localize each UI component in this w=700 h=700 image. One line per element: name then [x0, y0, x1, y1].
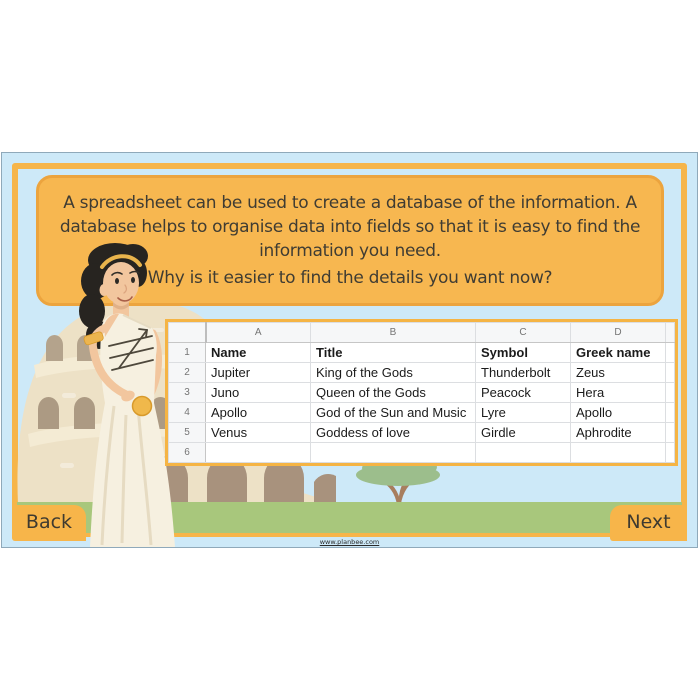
sheet-row-2: [169, 363, 675, 383]
sheet-col-header-c: C: [476, 323, 571, 343]
sheet-row-6: [169, 443, 675, 463]
sheet-cell: God of the Sun and Music: [311, 403, 476, 423]
sheet-cell: [206, 443, 311, 463]
sheet-corner-cell: [169, 323, 206, 343]
sheet-cell: [666, 403, 675, 423]
sheet-row-3: [169, 383, 675, 403]
info-box: [36, 175, 664, 306]
sheet-row-header: 5: [169, 423, 206, 443]
planbee-link[interactable]: www.planbee.com: [319, 538, 380, 546]
sheet-col-header-d: D: [571, 323, 666, 343]
sheet-row-header: 1: [169, 343, 206, 363]
sheet-row-header: 3: [169, 383, 206, 403]
sheet-cell: Queen of the Gods: [311, 383, 476, 403]
sheet-cell: [666, 363, 675, 383]
sheet-col-header-e: [666, 323, 675, 343]
sheet-cell: Lyre: [476, 403, 571, 423]
sheet-row-4: [169, 403, 675, 423]
sheet-col-header-a: A: [206, 323, 311, 343]
sheet-cell: Zeus: [571, 363, 666, 383]
sheet-cell: [666, 343, 675, 363]
sheet-column-header-row: [169, 323, 675, 343]
sheet-cell: Girdle: [476, 423, 571, 443]
sheet-cell: [666, 443, 675, 463]
sheet-cell: Venus: [206, 423, 311, 443]
next-button[interactable]: Next: [610, 505, 687, 541]
sheet-row-header: 4: [169, 403, 206, 423]
spreadsheet-grid: [168, 322, 675, 463]
sheet-cell: Greek name: [571, 343, 666, 363]
sheet-col-header-b: B: [311, 323, 476, 343]
sheet-cell: [311, 443, 476, 463]
info-question: Why is it easier to find the details you want now?: [147, 268, 553, 289]
sheet-cell: Peacock: [476, 383, 571, 403]
sheet-cell: Aphrodite: [571, 423, 666, 443]
back-button[interactable]: Back: [12, 505, 86, 541]
sheet-cell: [666, 383, 675, 403]
sheet-cell: Symbol: [476, 343, 571, 363]
sheet-row-5: [169, 423, 675, 443]
sheet-cell: Juno: [206, 383, 311, 403]
sheet-cell: Thunderbolt: [476, 363, 571, 383]
sheet-cell: Title: [311, 343, 476, 363]
sheet-cell: King of the Gods: [311, 363, 476, 383]
info-paragraph: A spreadsheet can be used to create a database of the information. A database helps to organise data into fields so that it is easy to find the information you need.: [59, 192, 641, 261]
sheet-cell: Name: [206, 343, 311, 363]
sheet-row-header: 6: [169, 443, 206, 463]
slide: [1, 152, 698, 548]
sheet-cell: [666, 423, 675, 443]
sheet-cell: Apollo: [571, 403, 666, 423]
sheet-cell: Apollo: [206, 403, 311, 423]
spreadsheet-table: [165, 319, 678, 466]
sheet-row-header: 2: [169, 363, 206, 383]
sheet-cell: Jupiter: [206, 363, 311, 383]
sheet-cell: Hera: [571, 383, 666, 403]
sheet-cell: Goddess of love: [311, 423, 476, 443]
grass-strip: [17, 502, 682, 533]
sheet-cell: [476, 443, 571, 463]
sheet-row-1: [169, 343, 675, 363]
sheet-cell: [571, 443, 666, 463]
